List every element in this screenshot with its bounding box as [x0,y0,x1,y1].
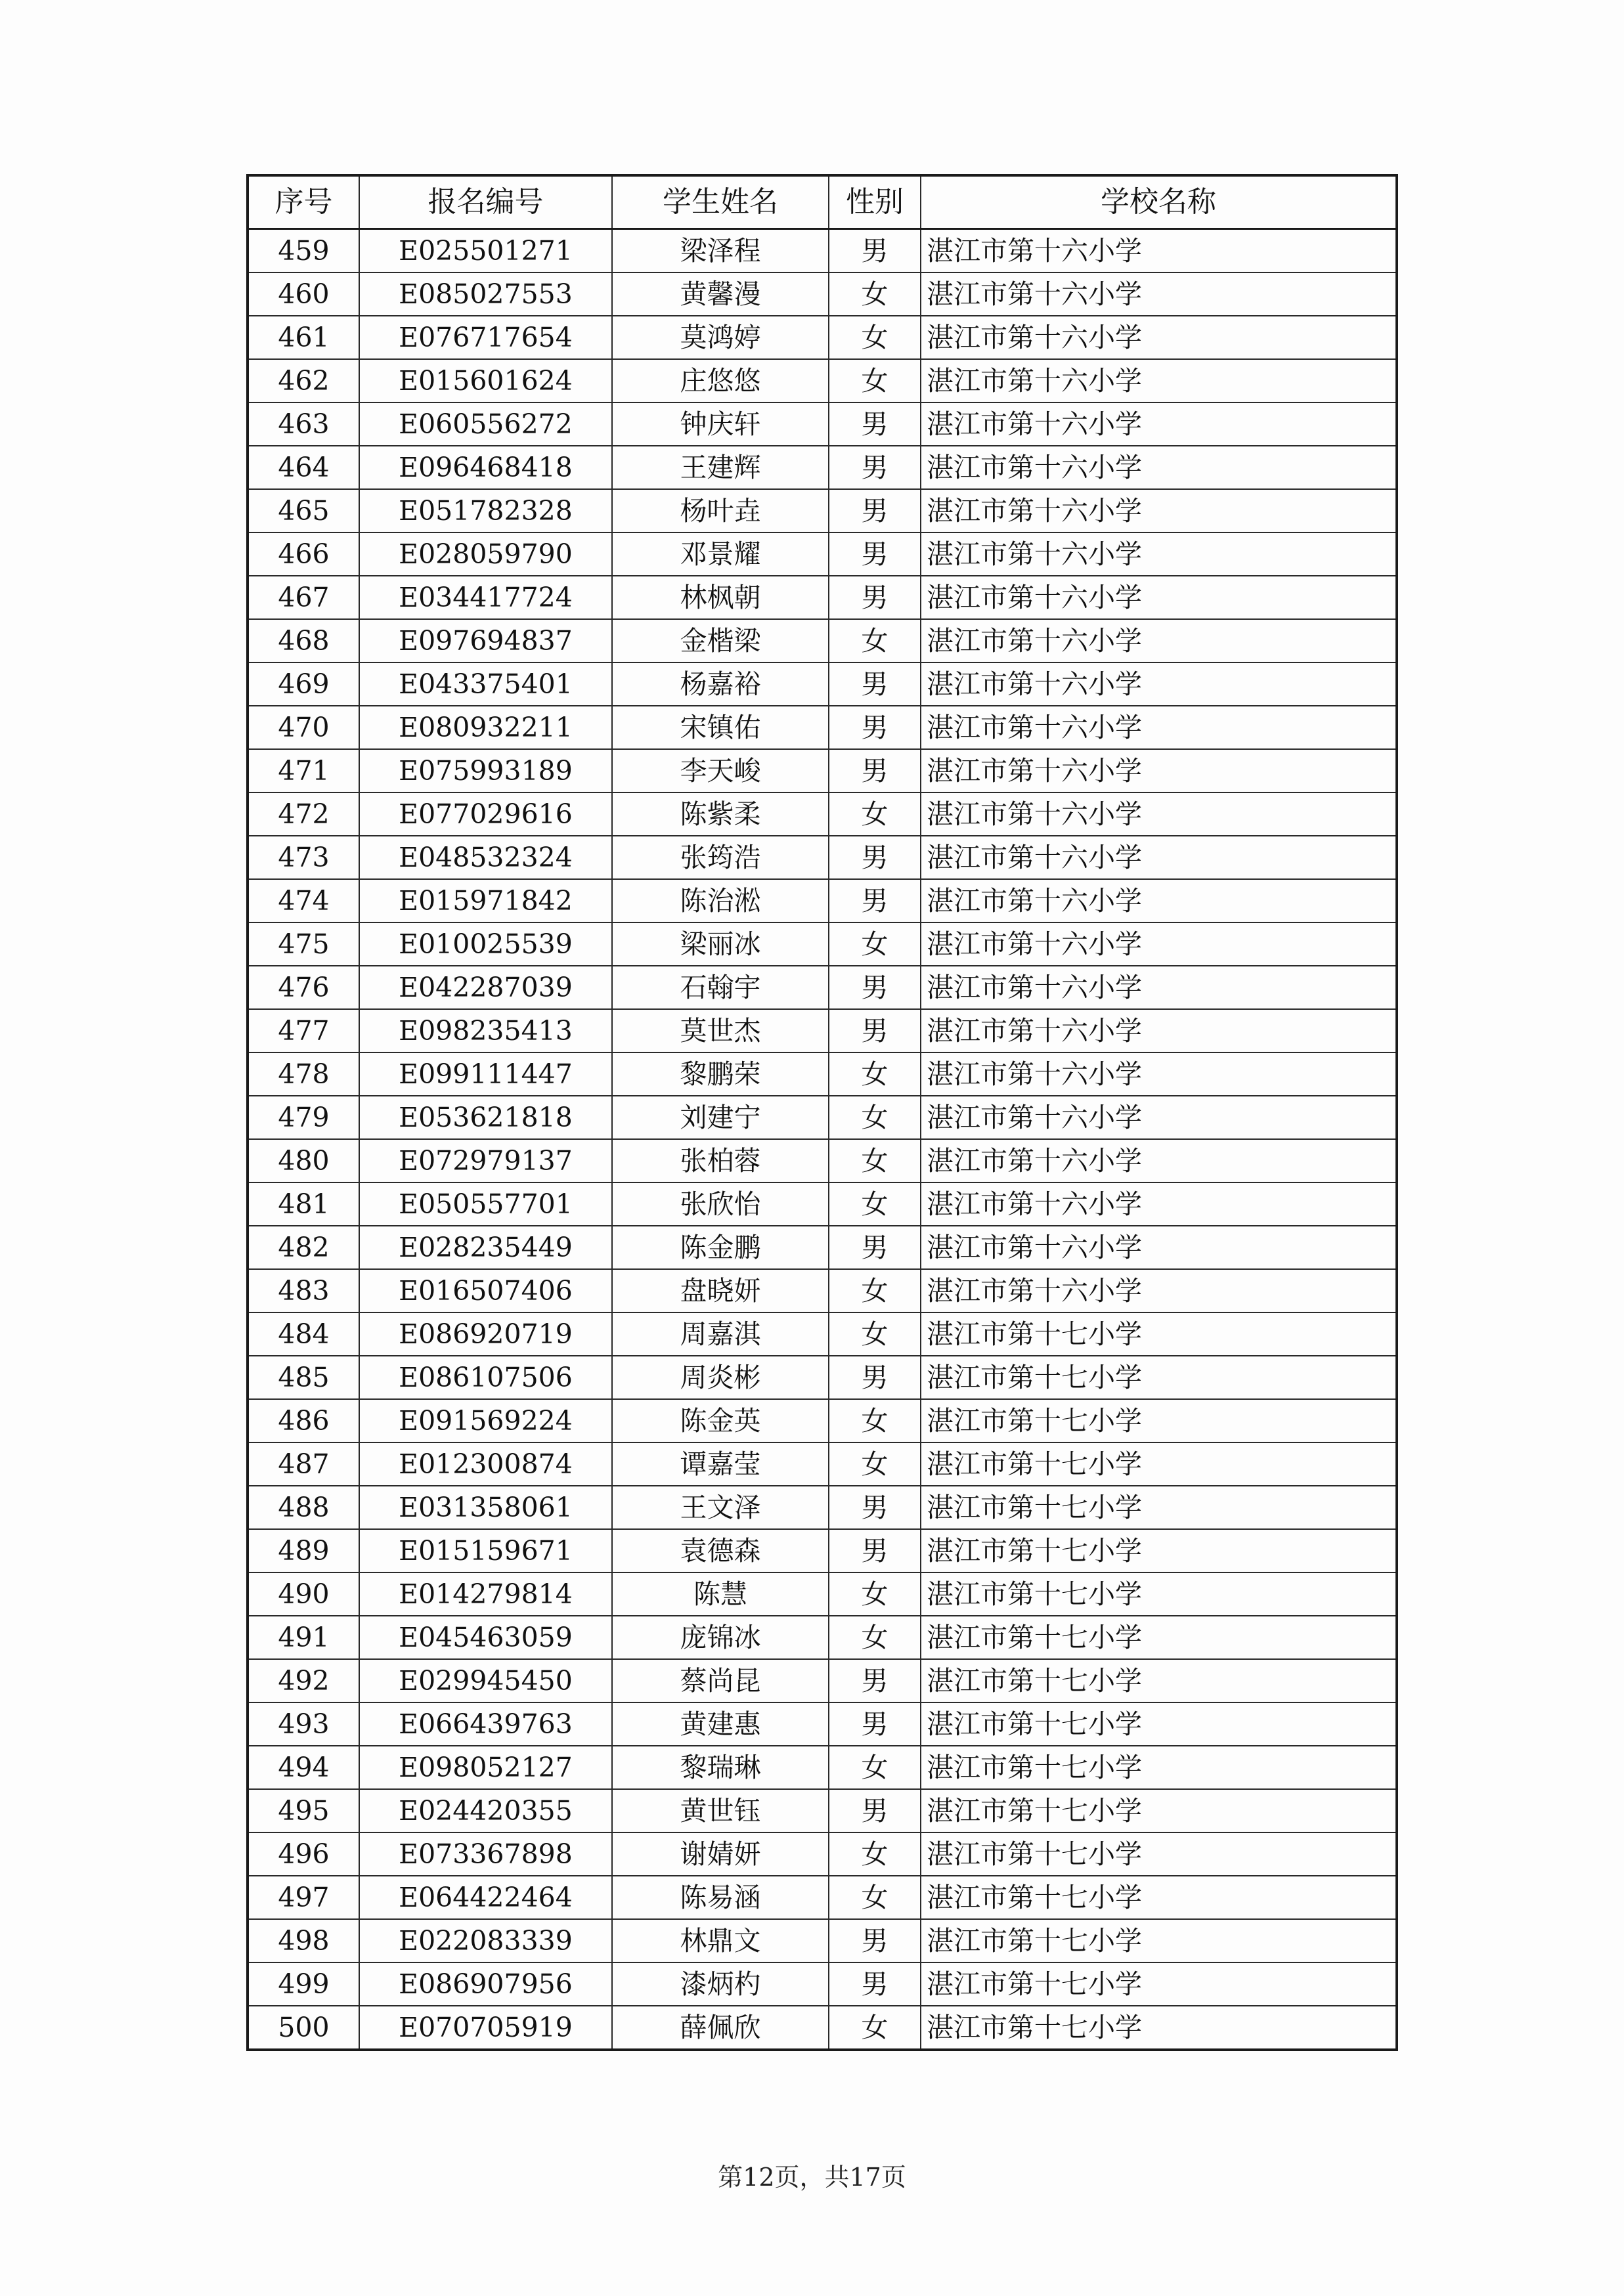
table-row [248,1529,1397,1572]
cell-reg-id: E086920719 [359,1312,612,1356]
cell-gender: 女 [829,1746,921,1789]
cell-student-name: 谭嘉莹 [612,1442,829,1486]
cell-student-name: 黎瑞琳 [612,1746,829,1789]
cell-school-name: 湛江市第十六小学 [921,706,1397,749]
cell-reg-id: E028235449 [359,1226,612,1269]
cell-no: 481 [248,1182,359,1226]
table-row [248,922,1397,966]
cell-no: 485 [248,1356,359,1399]
cell-reg-id: E015159671 [359,1529,612,1572]
cell-school-name: 湛江市第十七小学 [921,1962,1397,2006]
cell-no: 498 [248,1919,359,1962]
table-row [248,1226,1397,1269]
cell-reg-id: E045463059 [359,1616,612,1659]
cell-school-name: 湛江市第十六小学 [921,229,1397,273]
cell-gender: 女 [829,1572,921,1616]
table-row [248,1702,1397,1746]
table-row [248,1442,1397,1486]
header-no: 序号 [248,175,359,229]
table-row [248,1356,1397,1399]
cell-reg-id: E016507406 [359,1269,612,1312]
cell-no: 483 [248,1269,359,1312]
cell-no: 486 [248,1399,359,1442]
table-row [248,1616,1397,1659]
cell-no: 468 [248,619,359,662]
cell-school-name: 湛江市第十七小学 [921,1659,1397,1702]
cell-student-name: 陈紫柔 [612,792,829,836]
cell-no: 484 [248,1312,359,1356]
cell-no: 476 [248,966,359,1009]
cell-gender: 男 [829,966,921,1009]
cell-student-name: 盘晓妍 [612,1269,829,1312]
cell-reg-id: E073367898 [359,1832,612,1876]
cell-student-name: 莫世杰 [612,1009,829,1052]
cell-student-name: 李天峻 [612,749,829,792]
table-row [248,1789,1397,1832]
cell-gender: 女 [829,1876,921,1919]
cell-reg-id: E050557701 [359,1182,612,1226]
cell-school-name: 湛江市第十六小学 [921,402,1397,446]
cell-reg-id: E085027553 [359,272,612,316]
cell-gender: 女 [829,1052,921,1096]
cell-gender: 男 [829,1702,921,1746]
cell-gender: 男 [829,446,921,489]
cell-reg-id: E051782328 [359,489,612,532]
cell-gender: 女 [829,1269,921,1312]
cell-gender: 男 [829,1962,921,2006]
table-row [248,749,1397,792]
cell-reg-id: E012300874 [359,1442,612,1486]
table-row [248,1269,1397,1312]
table-row [248,836,1397,879]
cell-reg-id: E077029616 [359,792,612,836]
cell-gender: 女 [829,1139,921,1182]
cell-reg-id: E099111447 [359,1052,612,1096]
cell-school-name: 湛江市第十六小学 [921,272,1397,316]
table-row [248,229,1397,273]
cell-student-name: 黎鹏荣 [612,1052,829,1096]
cell-student-name: 陈金鹏 [612,1226,829,1269]
table-row [248,879,1397,922]
cell-no: 479 [248,1096,359,1139]
cell-school-name: 湛江市第十六小学 [921,966,1397,1009]
cell-student-name: 黄建惠 [612,1702,829,1746]
header-gender: 性别 [829,175,921,229]
cell-gender: 女 [829,1616,921,1659]
cell-student-name: 杨嘉裕 [612,662,829,706]
cell-gender: 女 [829,272,921,316]
cell-no: 494 [248,1746,359,1789]
cell-student-name: 宋镇佑 [612,706,829,749]
header-student-name: 学生姓名 [612,175,829,229]
cell-no: 482 [248,1226,359,1269]
cell-school-name: 湛江市第十七小学 [921,1616,1397,1659]
cell-no: 462 [248,359,359,402]
cell-school-name: 湛江市第十七小学 [921,1876,1397,1919]
cell-no: 480 [248,1139,359,1182]
cell-student-name: 石翰宇 [612,966,829,1009]
cell-no: 461 [248,316,359,359]
cell-gender: 女 [829,359,921,402]
table-row [248,966,1397,1009]
cell-gender: 女 [829,1312,921,1356]
cell-reg-id: E097694837 [359,619,612,662]
cell-student-name: 陈金英 [612,1399,829,1442]
cell-school-name: 湛江市第十七小学 [921,1702,1397,1746]
cell-no: 477 [248,1009,359,1052]
table-row [248,662,1397,706]
cell-no: 473 [248,836,359,879]
header-school-name: 学校名称 [921,175,1397,229]
cell-school-name: 湛江市第十七小学 [921,1746,1397,1789]
cell-no: 467 [248,576,359,619]
cell-reg-id: E024420355 [359,1789,612,1832]
cell-gender: 男 [829,1789,921,1832]
cell-reg-id: E075993189 [359,749,612,792]
table-row [248,272,1397,316]
cell-student-name: 林枫朝 [612,576,829,619]
cell-school-name: 湛江市第十六小学 [921,1096,1397,1139]
cell-school-name: 湛江市第十六小学 [921,446,1397,489]
cell-school-name: 湛江市第十七小学 [921,1832,1397,1876]
header-reg-id: 报名编号 [359,175,612,229]
table-row [248,1399,1397,1442]
cell-no: 465 [248,489,359,532]
table-body [248,229,1397,2050]
cell-reg-id: E014279814 [359,1572,612,1616]
table-row [248,1009,1397,1052]
cell-school-name: 湛江市第十七小学 [921,1572,1397,1616]
cell-student-name: 黄世钰 [612,1789,829,1832]
cell-gender: 男 [829,402,921,446]
cell-school-name: 湛江市第十六小学 [921,749,1397,792]
cell-gender: 男 [829,836,921,879]
cell-student-name: 周嘉淇 [612,1312,829,1356]
cell-gender: 男 [829,576,921,619]
cell-gender: 女 [829,316,921,359]
table-row [248,446,1397,489]
cell-school-name: 湛江市第十六小学 [921,1052,1397,1096]
cell-student-name: 钟庆轩 [612,402,829,446]
cell-gender: 男 [829,229,921,273]
cell-school-name: 湛江市第十六小学 [921,1269,1397,1312]
cell-student-name: 金楷梁 [612,619,829,662]
cell-no: 459 [248,229,359,273]
cell-gender: 女 [829,1096,921,1139]
cell-student-name: 张柏蓉 [612,1139,829,1182]
cell-school-name: 湛江市第十六小学 [921,619,1397,662]
cell-school-name: 湛江市第十六小学 [921,922,1397,966]
cell-reg-id: E034417724 [359,576,612,619]
cell-no: 500 [248,2006,359,2050]
cell-gender: 女 [829,619,921,662]
cell-reg-id: E010025539 [359,922,612,966]
cell-no: 499 [248,1962,359,2006]
table-row [248,619,1397,662]
cell-reg-id: E048532324 [359,836,612,879]
cell-gender: 女 [829,2006,921,2050]
cell-gender: 男 [829,749,921,792]
cell-no: 497 [248,1876,359,1919]
cell-student-name: 蔡尚昆 [612,1659,829,1702]
cell-no: 471 [248,749,359,792]
cell-student-name: 刘建宁 [612,1096,829,1139]
table-row [248,2006,1397,2050]
cell-reg-id: E086907956 [359,1962,612,2006]
table-row [248,1832,1397,1876]
cell-student-name: 漆炳杓 [612,1962,829,2006]
cell-no: 495 [248,1789,359,1832]
table-row [248,1312,1397,1356]
cell-reg-id: E096468418 [359,446,612,489]
cell-reg-id: E042287039 [359,966,612,1009]
cell-school-name: 湛江市第十七小学 [921,1399,1397,1442]
table-row [248,1962,1397,2006]
cell-student-name: 陈治淞 [612,879,829,922]
cell-reg-id: E098235413 [359,1009,612,1052]
cell-student-name: 杨叶垚 [612,489,829,532]
cell-gender: 女 [829,1182,921,1226]
cell-no: 491 [248,1616,359,1659]
cell-reg-id: E098052127 [359,1746,612,1789]
cell-student-name: 陈易涵 [612,1876,829,1919]
table-row [248,576,1397,619]
table-row [248,1139,1397,1182]
table-row [248,489,1397,532]
cell-no: 472 [248,792,359,836]
table-row [248,359,1397,402]
cell-student-name: 庞锦冰 [612,1616,829,1659]
table-row [248,1096,1397,1139]
cell-reg-id: E031358061 [359,1486,612,1529]
cell-no: 488 [248,1486,359,1529]
cell-gender: 男 [829,1226,921,1269]
cell-gender: 女 [829,1442,921,1486]
cell-student-name: 谢婧妍 [612,1832,829,1876]
cell-school-name: 湛江市第十六小学 [921,662,1397,706]
cell-gender: 女 [829,792,921,836]
cell-reg-id: E070705919 [359,2006,612,2050]
cell-gender: 女 [829,1832,921,1876]
cell-reg-id: E080932211 [359,706,612,749]
cell-student-name: 陈慧 [612,1572,829,1616]
cell-reg-id: E015601624 [359,359,612,402]
cell-school-name: 湛江市第十七小学 [921,1312,1397,1356]
table-row [248,1572,1397,1616]
cell-no: 496 [248,1832,359,1876]
cell-student-name: 袁德森 [612,1529,829,1572]
cell-no: 492 [248,1659,359,1702]
cell-school-name: 湛江市第十七小学 [921,1529,1397,1572]
cell-school-name: 湛江市第十七小学 [921,1442,1397,1486]
cell-reg-id: E091569224 [359,1399,612,1442]
table-row [248,1876,1397,1919]
cell-school-name: 湛江市第十六小学 [921,1009,1397,1052]
cell-reg-id: E064422464 [359,1876,612,1919]
cell-gender: 女 [829,1399,921,1442]
cell-no: 463 [248,402,359,446]
cell-gender: 男 [829,1529,921,1572]
cell-school-name: 湛江市第十六小学 [921,1182,1397,1226]
cell-reg-id: E053621818 [359,1096,612,1139]
cell-reg-id: E025501271 [359,229,612,273]
cell-reg-id: E066439763 [359,1702,612,1746]
cell-no: 469 [248,662,359,706]
cell-student-name: 王建辉 [612,446,829,489]
cell-school-name: 湛江市第十七小学 [921,1486,1397,1529]
page-number-footer: 第12页，共17页 [718,2163,906,2192]
cell-school-name: 湛江市第十六小学 [921,1226,1397,1269]
cell-school-name: 湛江市第十六小学 [921,359,1397,402]
table-row [248,1919,1397,1962]
cell-reg-id: E072979137 [359,1139,612,1182]
cell-no: 493 [248,1702,359,1746]
cell-student-name: 薛佩欣 [612,2006,829,2050]
cell-gender: 男 [829,879,921,922]
table-header-row [248,175,1397,229]
cell-school-name: 湛江市第十六小学 [921,1139,1397,1182]
cell-no: 460 [248,272,359,316]
cell-reg-id: E060556272 [359,402,612,446]
cell-no: 475 [248,922,359,966]
cell-school-name: 湛江市第十六小学 [921,576,1397,619]
cell-school-name: 湛江市第十七小学 [921,2006,1397,2050]
cell-no: 490 [248,1572,359,1616]
cell-gender: 男 [829,532,921,576]
cell-gender: 女 [829,922,921,966]
cell-no: 474 [248,879,359,922]
cell-reg-id: E022083339 [359,1919,612,1962]
cell-gender: 男 [829,489,921,532]
cell-school-name: 湛江市第十六小学 [921,792,1397,836]
cell-no: 487 [248,1442,359,1486]
table-row [248,1052,1397,1096]
table-row [248,1659,1397,1702]
student-roster-table [246,174,1398,2051]
cell-student-name: 周炎彬 [612,1356,829,1399]
cell-gender: 男 [829,1659,921,1702]
table-row [248,706,1397,749]
cell-student-name: 梁泽程 [612,229,829,273]
cell-no: 470 [248,706,359,749]
table-row [248,316,1397,359]
cell-gender: 男 [829,1919,921,1962]
cell-gender: 男 [829,662,921,706]
table-row [248,402,1397,446]
cell-school-name: 湛江市第十七小学 [921,1919,1397,1962]
table-row [248,1182,1397,1226]
cell-school-name: 湛江市第十七小学 [921,1789,1397,1832]
table-row [248,1746,1397,1789]
cell-student-name: 林鼎文 [612,1919,829,1962]
cell-school-name: 湛江市第十六小学 [921,879,1397,922]
cell-school-name: 湛江市第十六小学 [921,316,1397,359]
cell-reg-id: E029945450 [359,1659,612,1702]
cell-student-name: 王文泽 [612,1486,829,1529]
cell-no: 464 [248,446,359,489]
cell-student-name: 梁丽冰 [612,922,829,966]
cell-student-name: 张欣怡 [612,1182,829,1226]
table-row [248,1486,1397,1529]
cell-gender: 男 [829,1356,921,1399]
cell-school-name: 湛江市第十六小学 [921,836,1397,879]
cell-no: 489 [248,1529,359,1572]
cell-gender: 男 [829,1009,921,1052]
cell-student-name: 邓景耀 [612,532,829,576]
cell-reg-id: E015971842 [359,879,612,922]
cell-school-name: 湛江市第十六小学 [921,489,1397,532]
cell-gender: 男 [829,1486,921,1529]
cell-gender: 男 [829,706,921,749]
table-row [248,532,1397,576]
cell-reg-id: E076717654 [359,316,612,359]
cell-school-name: 湛江市第十七小学 [921,1356,1397,1399]
cell-reg-id: E028059790 [359,532,612,576]
table-row [248,792,1397,836]
cell-school-name: 湛江市第十六小学 [921,532,1397,576]
cell-student-name: 黄馨漫 [612,272,829,316]
cell-no: 466 [248,532,359,576]
cell-reg-id: E086107506 [359,1356,612,1399]
cell-reg-id: E043375401 [359,662,612,706]
cell-student-name: 莫鸿婷 [612,316,829,359]
cell-student-name: 张筠浩 [612,836,829,879]
cell-no: 478 [248,1052,359,1096]
cell-student-name: 庄悠悠 [612,359,829,402]
